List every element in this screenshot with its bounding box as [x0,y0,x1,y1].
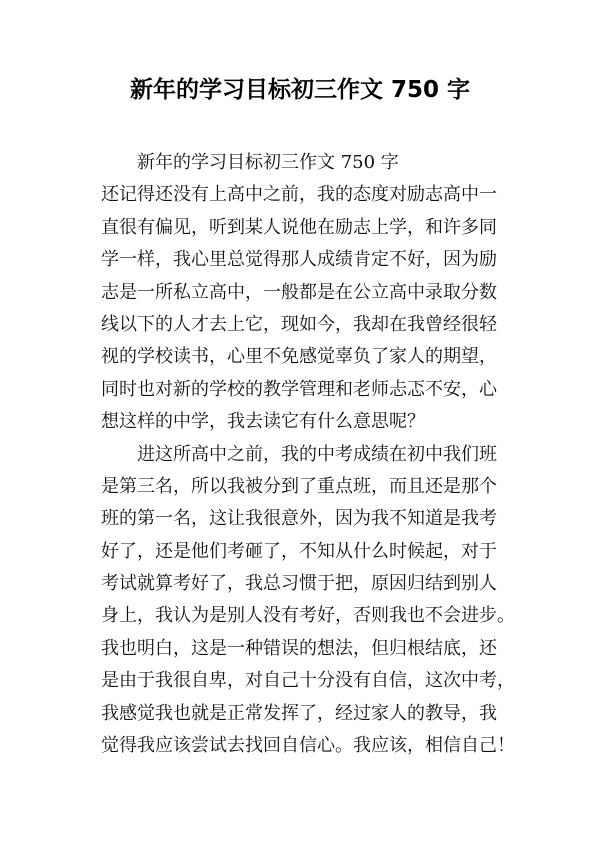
text-line: 进这所高中之前，我的中考成绩在初中我们班 [137,443,497,465]
text-line: 志是一所私立高中，一般都是在公立高中录取分数 [101,281,497,303]
text-line: 想这样的中学，我去读它有什么意思呢？ [101,411,425,433]
text-line: 视的学校读书，心里不免感觉辜负了家人的期望， [101,346,497,368]
text-line: 还记得还没有上高中之前，我的态度对励志高中一 [101,184,497,206]
text-line: 我感觉我也就是正常发挥了，经过家人的教导，我 [101,702,497,724]
text-line: 班的第一名，这让我很意外，因为我不知道是我考 [101,508,497,530]
text-line: 我也明白，这是一种错误的想法，但归根结底，还 [101,637,497,659]
document-title: 新年的学习目标初三作文 750 字 [129,77,471,103]
text-line: 学一样，我心里总觉得那人成绩肯定不好，因为励 [101,249,497,271]
text-line: 线以下的人才去上它，现如今，我却在我曾经很轻 [101,313,497,335]
paragraph [101,179,506,438]
text-line: 直很有偏见，听到某人说他在励志上学，和许多同 [101,216,497,238]
text-line: 同时也对新的学校的教学管理和老师忐忑不安，心 [101,378,497,400]
text-line: 是第三名，所以我被分到了重点班，而且还是那个 [101,475,497,497]
paragraph [101,439,515,763]
text-line: 好了，还是他们考砸了，不知从什么时候起，对于 [101,540,497,562]
paragraph [101,147,506,179]
text-line: 觉得我应该尝试去找回自信心。我应该，相信自己！ [101,735,515,757]
text-line: 是由于我很自卑，对自己十分没有自信，这次中考， [101,670,515,692]
text-line: 考试就算考好了，我总习惯于把，原因归结到别人 [101,573,497,595]
text-line: 新年的学习目标初三作文 750 字 [137,152,399,173]
text-line: 身上，我认为是别人没有考好，否则我也不会进步。 [101,605,515,627]
document-body [101,147,515,762]
